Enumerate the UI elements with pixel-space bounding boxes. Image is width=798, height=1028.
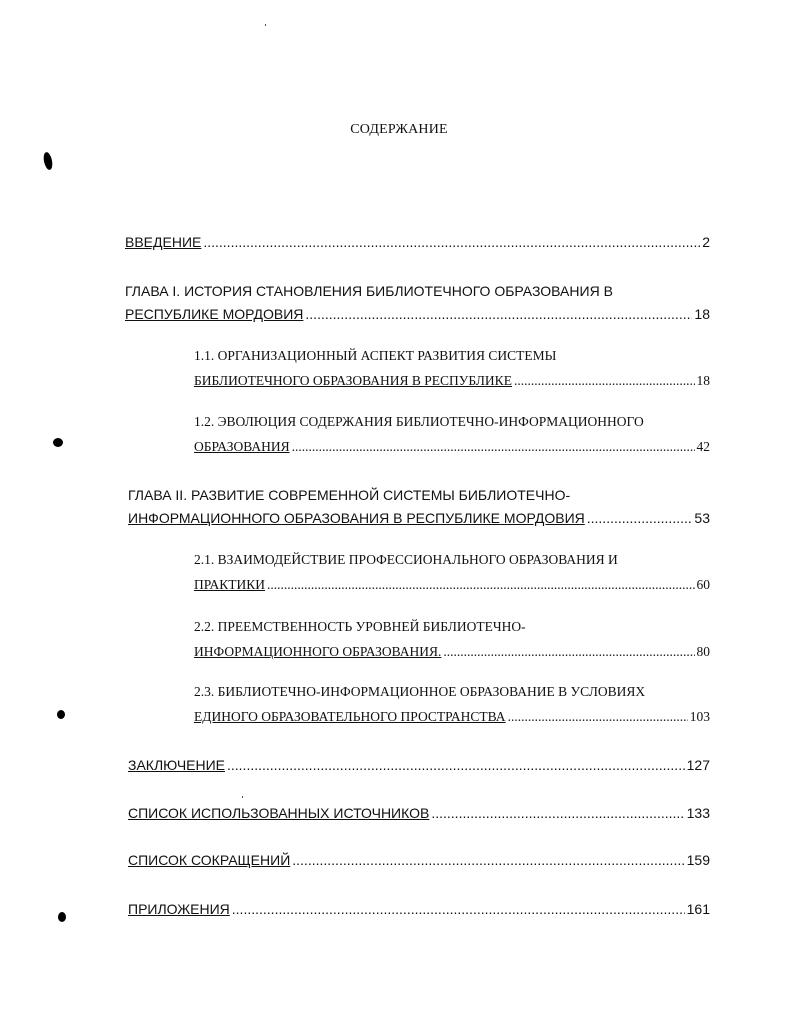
page-number: 103 <box>689 709 710 724</box>
leader-dots <box>508 709 688 725</box>
entry-label: СПИСОК СОКРАЩЕНИЙ <box>128 852 291 868</box>
page-number: 161 <box>686 901 710 917</box>
scan-speck <box>265 24 266 26</box>
entry-label-line-2: БИБЛИОТЕЧНОГО ОБРАЗОВАНИЯ В РЕСПУБЛИКЕ <box>194 373 512 388</box>
entry-label-line-2: ОБРАЗОВАНИЯ <box>194 439 290 454</box>
leader-dots <box>587 510 693 526</box>
leader-dots <box>227 757 685 773</box>
leader-dots <box>514 373 695 389</box>
entry-label-line-1: 2.2. ПРЕЕМСТВЕННОСТЬ УРОВНЕЙ БИБЛИОТЕЧНО- <box>194 619 526 634</box>
page-number: 80 <box>696 644 710 659</box>
leader-dots <box>431 805 684 821</box>
page-number: 18 <box>694 306 710 322</box>
entry-label-line-1: ГЛАВА II. РАЗВИТИЕ СОВРЕМЕННОЙ СИСТЕМЫ БИБЛИОТЕЧНО- <box>128 487 571 503</box>
toc-entry-section-2-3 <box>194 684 710 725</box>
page-number: 18 <box>696 373 710 388</box>
entry-label-line-1: ГЛАВА I. ИСТОРИЯ СТАНОВЛЕНИЯ БИБЛИОТЕЧНОГО ОБРАЗОВАНИЯ В <box>125 283 613 299</box>
page-number: 133 <box>686 805 710 821</box>
entry-label-line-1: 2.3. БИБЛИОТЕЧНО-ИНФОРМАЦИОННОЕ ОБРАЗОВАНИЕ В УСЛОВИЯХ <box>194 684 646 699</box>
page-number: 60 <box>696 577 710 592</box>
toc-entry-section-2-1 <box>194 552 710 593</box>
leader-dots <box>305 306 692 322</box>
page-number: 127 <box>686 757 710 773</box>
entry-label-line-2: РЕСПУБЛИКЕ МОРДОВИЯ <box>125 306 304 322</box>
leader-dots <box>203 234 700 250</box>
toc-entry-section-1-1 <box>194 348 710 389</box>
toc-entry-section-2-2 <box>194 619 710 660</box>
toc-entry-intro <box>125 234 710 250</box>
page-title: СОДЕРЖАНИЕ <box>350 122 448 137</box>
page-number: 42 <box>696 439 710 454</box>
scan-blot <box>53 438 63 447</box>
toc-entry-abbreviations <box>128 852 710 868</box>
entry-label-line-2: ИНФОРМАЦИОННОГО ОБРАЗОВАНИЯ В РЕСПУБЛИКЕ МОРДОВИЯ <box>128 510 585 526</box>
entry-label: ПРИЛОЖЕНИЯ <box>128 901 230 917</box>
toc-entry-section-1-2 <box>194 414 710 455</box>
toc-entry-chapter-1 <box>125 283 710 322</box>
scan-blot <box>58 912 66 922</box>
toc-entry-conclusion <box>128 757 710 773</box>
leader-dots <box>232 901 685 917</box>
entry-label: СПИСОК ИСПОЛЬЗОВАННЫХ ИСТОЧНИКОВ <box>128 805 430 821</box>
scan-blot <box>57 710 65 719</box>
entry-label: ЗАКЛЮЧЕНИЕ <box>128 757 225 773</box>
toc-entry-appendices <box>128 901 710 917</box>
entry-label-line-1: 1.2. ЭВОЛЮЦИЯ СОДЕРЖАНИЯ БИБЛИОТЕЧНО-ИНФОРМАЦИОННОГО <box>194 414 644 429</box>
toc-entry-sources <box>128 805 710 821</box>
scan-speck <box>242 796 243 798</box>
entry-label-line-2: ЕДИНОГО ОБРАЗОВАТЕЛЬНОГО ПРОСТРАНСТВА <box>194 709 506 724</box>
leader-dots <box>443 644 694 660</box>
page-number: 2 <box>702 234 710 250</box>
page-number: 53 <box>694 510 710 526</box>
leader-dots <box>292 439 695 455</box>
entry-label-line-2: ИНФОРМАЦИОННОГО ОБРАЗОВАНИЯ. <box>194 644 442 659</box>
leader-dots <box>267 577 694 593</box>
leader-dots <box>292 852 684 868</box>
entry-label-line-1: 1.1. ОРГАНИЗАЦИОННЫЙ АСПЕКТ РАЗВИТИЯ СИСТЕМЫ <box>194 348 557 363</box>
scan-blot <box>42 151 54 170</box>
entry-label: ВВЕДЕНИЕ <box>125 234 202 250</box>
page-number: 159 <box>686 852 710 868</box>
toc-entry-chapter-2 <box>128 487 710 526</box>
entry-label-line-2: ПРАКТИКИ <box>194 577 266 592</box>
entry-label-line-1: 2.1. ВЗАИМОДЕЙСТВИЕ ПРОФЕССИОНАЛЬНОГО ОБРАЗОВАНИЯ И <box>194 552 618 567</box>
